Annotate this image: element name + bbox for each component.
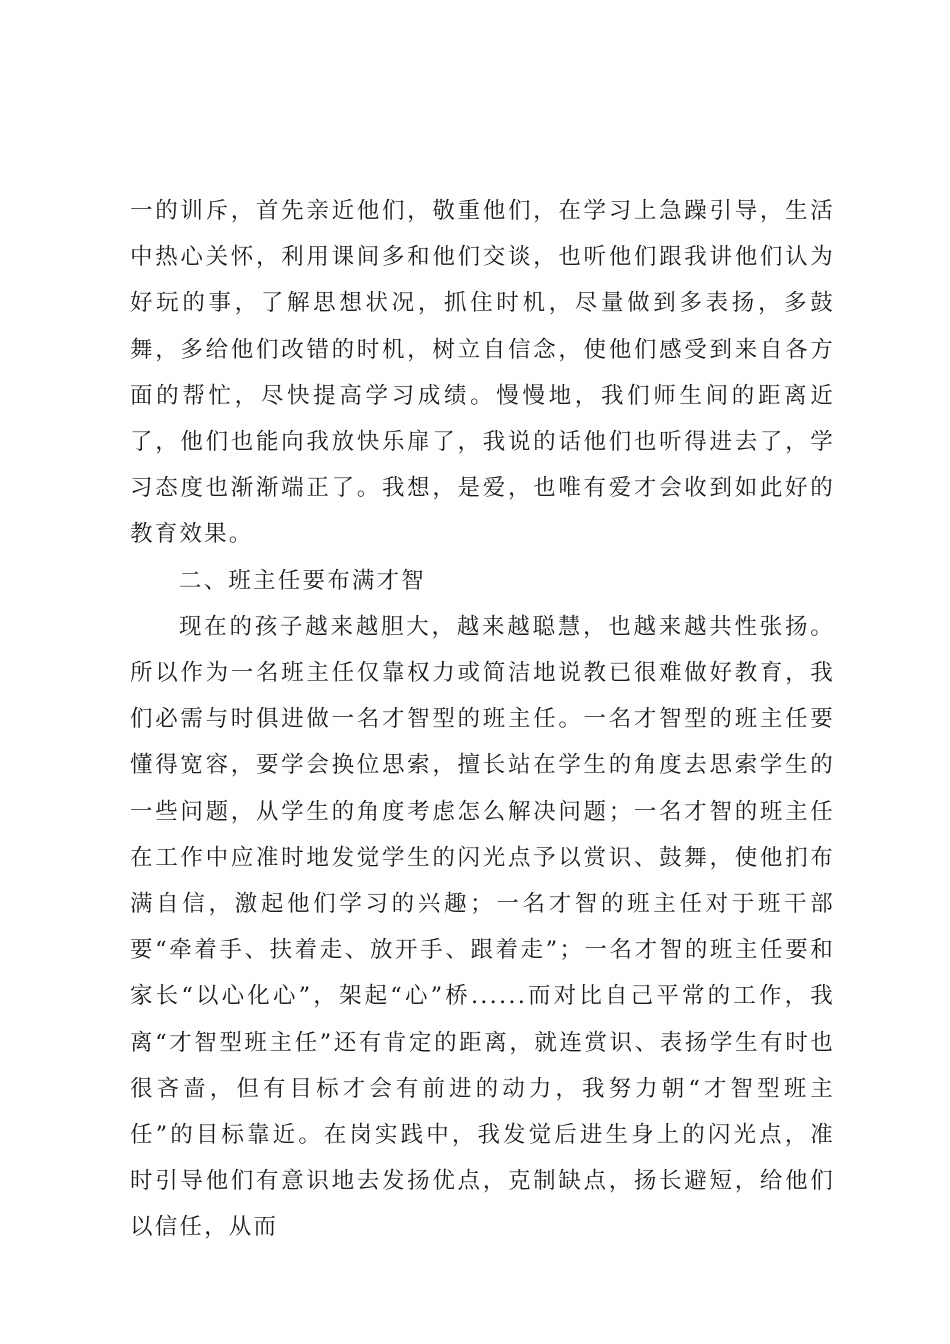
section-heading: 二、班主任要布满才智	[179, 567, 427, 594]
paragraph-body: 现在的孩子越来越胆大，越来越聪慧，也越来越共性张扬。所以作为一名班主任仅靠权力或简洁地说教已很难做好教育，我们必需与时俱进做一名才智型的班主任。一名才智型的班主任要懂得宽容，要学会换位思索，擅长站在学生的角度去思索学生的一些问题，从学生的角度考虑怎么解决问题；一名才智的班主任在工作中应准时地发觉学生的闪光点予以赏识、鼓舞，使他扪布满自信，激起他们学习的兴趣；一名才智的班主任对于班干部要“牵着手、扶着走、放开手、跟着走”；一名才智的班主任要和家长“以心化心”，架起“心”桥......而对比自己平常的工作，我离“才智型班主任”还有肯定的距离，就连赏识、表扬学生有时也很吝啬，但有目标才会有前进的动力，我努力朝“才智型班主任”的目标靠近。在岗实践中，我发觉后进生身上的闪光点，准时引导他们有意识地去发扬优点，克制缺点，扬长避短，给他们以信任，从而	[130, 613, 835, 1241]
page-body	[130, 188, 835, 1251]
paragraph-continued: 一的训斥，首先亲近他们，敬重他们，在学习上急躁引导，生活中热心关怀，利用课间多和他们交谈，也听他们跟我讲他们认为好玩的事，了解思想状况，抓住时机，尽量做到多表扬，多鼓舞，多给他们改错的时机，树立自信念，使他们感受到来自各方面的帮忙，尽快提高学习成绩。慢慢地，我们师生间的距离近了，他们也能向我放快乐扉了，我说的话他们也听得进去了，学习态度也渐渐端正了。我想，是爱，也唯有爱才会收到如此好的教育效果。	[130, 198, 835, 548]
